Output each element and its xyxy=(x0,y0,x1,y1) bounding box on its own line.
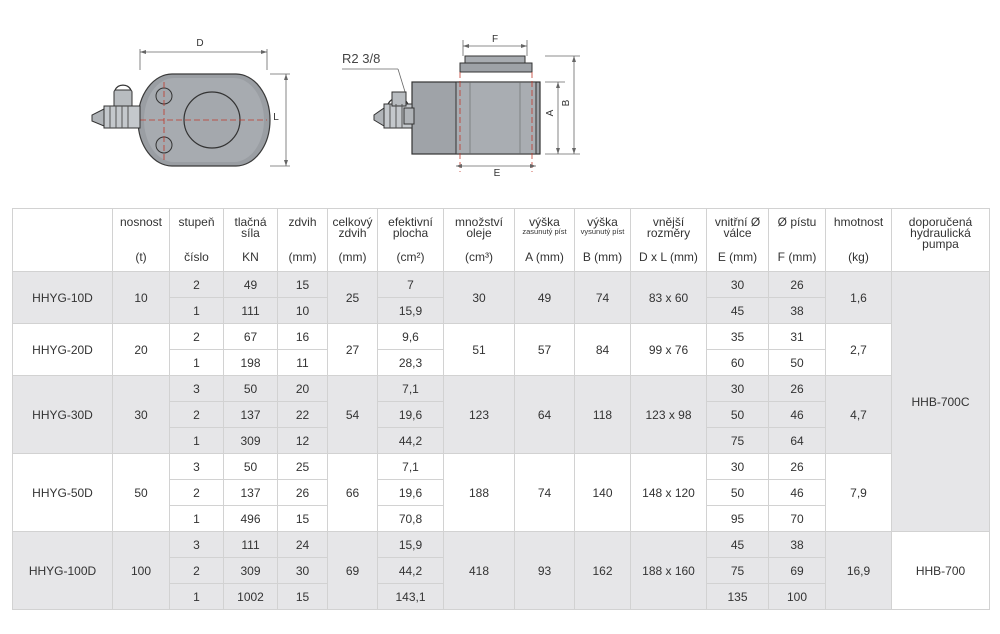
pistu-cell: 50 xyxy=(769,350,826,376)
stupen-cell: 2 xyxy=(170,324,224,350)
pistu-cell: 100 xyxy=(769,584,826,610)
valce-cell: 50 xyxy=(707,480,769,506)
vyska-b-cell: 162 xyxy=(575,532,631,610)
sila-cell: 309 xyxy=(224,558,278,584)
zdvih-cell: 25 xyxy=(278,454,328,480)
header-unit: B (mm) xyxy=(582,250,623,264)
nosnost-cell: 50 xyxy=(113,454,170,532)
valce-cell: 30 xyxy=(707,272,769,298)
valce-cell: 50 xyxy=(707,402,769,428)
technical-drawing xyxy=(0,0,1000,200)
stupen-cell: 3 xyxy=(170,376,224,402)
zdvih-cell: 15 xyxy=(278,506,328,532)
table-row xyxy=(13,454,990,480)
plocha-cell: 28,3 xyxy=(378,350,444,376)
hmotnost-cell: 4,7 xyxy=(826,376,892,454)
valce-cell: 75 xyxy=(707,558,769,584)
hmotnost-cell: 1,6 xyxy=(826,272,892,324)
sila-cell: 137 xyxy=(224,402,278,428)
pistu-cell: 38 xyxy=(769,298,826,324)
sila-cell: 111 xyxy=(224,532,278,558)
header-label: stupeň xyxy=(178,215,215,229)
pistu-cell: 26 xyxy=(769,376,826,402)
dim-e-label: E xyxy=(493,168,501,179)
pump-cell: HHB-700 xyxy=(892,532,990,610)
olej-cell: 51 xyxy=(444,324,515,376)
nosnost-cell: 20 xyxy=(113,324,170,376)
valce-cell: 35 xyxy=(707,324,769,350)
valce-cell: 30 xyxy=(707,376,769,402)
model-cell: HHYG-30D xyxy=(13,376,113,454)
table-body xyxy=(13,272,990,610)
header-hmotnost xyxy=(826,209,892,272)
top-view-drawing xyxy=(92,38,290,166)
pistu-cell: 26 xyxy=(769,454,826,480)
header-label: výška zasunutý píst xyxy=(522,215,567,236)
plocha-cell: 44,2 xyxy=(378,428,444,454)
hmotnost-cell: 2,7 xyxy=(826,324,892,376)
plocha-cell: 7 xyxy=(378,272,444,298)
header-pistu xyxy=(769,209,826,272)
header-label: vnější rozměry xyxy=(646,215,691,240)
rozmery-cell: 83 x 60 xyxy=(631,272,707,324)
header-plocha xyxy=(378,209,444,272)
zdvih-cell: 16 xyxy=(278,324,328,350)
thread-label: R2 3/8 xyxy=(342,51,381,66)
pistu-cell: 31 xyxy=(769,324,826,350)
pistu-cell: 26 xyxy=(769,272,826,298)
stupen-cell: 2 xyxy=(170,480,224,506)
vyska-b-cell: 74 xyxy=(575,272,631,324)
vyska-b-cell: 140 xyxy=(575,454,631,532)
header-olej xyxy=(444,209,515,272)
stupen-cell: 1 xyxy=(170,298,224,324)
valce-cell: 45 xyxy=(707,298,769,324)
header-label: vnitřní Ø válce xyxy=(714,215,761,240)
header-unit: D x L (mm) xyxy=(639,250,698,264)
model-cell: HHYG-100D xyxy=(13,532,113,610)
vyska-b-cell: 84 xyxy=(575,324,631,376)
plocha-cell: 70,8 xyxy=(378,506,444,532)
header-label: zdvih xyxy=(288,215,317,229)
valce-cell: 75 xyxy=(707,428,769,454)
plocha-cell: 7,1 xyxy=(378,376,444,402)
celkovy-zdvih-cell: 25 xyxy=(328,272,378,324)
header-row xyxy=(13,209,990,272)
header-celkovy xyxy=(328,209,378,272)
zdvih-cell: 30 xyxy=(278,558,328,584)
pistu-cell: 69 xyxy=(769,558,826,584)
rozmery-cell: 188 x 160 xyxy=(631,532,707,610)
zdvih-cell: 15 xyxy=(278,584,328,610)
plocha-cell: 15,9 xyxy=(378,532,444,558)
pump-cell: HHB-700C xyxy=(892,272,990,532)
sila-cell: 137 xyxy=(224,480,278,506)
vyska-b-cell: 118 xyxy=(575,376,631,454)
stupen-cell: 3 xyxy=(170,454,224,480)
zdvih-cell: 20 xyxy=(278,376,328,402)
vyska-a-cell: 49 xyxy=(515,272,575,324)
dim-f-label: F xyxy=(491,34,499,45)
stupen-cell: 1 xyxy=(170,350,224,376)
header-unit: (cm³) xyxy=(465,250,493,264)
table-row xyxy=(13,324,990,350)
header-unit: (t) xyxy=(135,250,147,264)
stupen-cell: 1 xyxy=(170,506,224,532)
model-cell: HHYG-50D xyxy=(13,454,113,532)
dim-d-label: D xyxy=(196,38,204,49)
header-sila xyxy=(224,209,278,272)
olej-cell: 30 xyxy=(444,272,515,324)
nosnost-cell: 100 xyxy=(113,532,170,610)
rozmery-cell: 123 x 98 xyxy=(631,376,707,454)
sila-cell: 309 xyxy=(224,428,278,454)
header-nosnost xyxy=(113,209,170,272)
header-label: doporučená hydraulická pumpa xyxy=(908,215,973,251)
header-valce xyxy=(707,209,769,272)
dim-l-label: L xyxy=(273,112,279,123)
plocha-cell: 44,2 xyxy=(378,558,444,584)
sila-cell: 50 xyxy=(224,454,278,480)
header-vyskaA xyxy=(515,209,575,272)
dim-b-label: B xyxy=(561,99,572,107)
model-cell: HHYG-10D xyxy=(13,272,113,324)
header-unit: číslo xyxy=(184,250,209,264)
model-cell: HHYG-20D xyxy=(13,324,113,376)
zdvih-cell: 10 xyxy=(278,298,328,324)
zdvih-cell: 11 xyxy=(278,350,328,376)
celkovy-zdvih-cell: 66 xyxy=(328,454,378,532)
zdvih-cell: 12 xyxy=(278,428,328,454)
hmotnost-cell: 16,9 xyxy=(826,532,892,610)
sila-cell: 49 xyxy=(224,272,278,298)
olej-cell: 418 xyxy=(444,532,515,610)
table-row xyxy=(13,376,990,402)
plocha-cell: 143,1 xyxy=(378,584,444,610)
zdvih-cell: 24 xyxy=(278,532,328,558)
header-zdvih xyxy=(278,209,328,272)
header-unit: F (mm) xyxy=(777,250,817,264)
vyska-a-cell: 64 xyxy=(515,376,575,454)
pistu-cell: 64 xyxy=(769,428,826,454)
header-label: efektivní plocha xyxy=(388,215,433,240)
plocha-cell: 9,6 xyxy=(378,324,444,350)
valce-cell: 30 xyxy=(707,454,769,480)
rozmery-cell: 99 x 76 xyxy=(631,324,707,376)
pistu-cell: 46 xyxy=(769,480,826,506)
header-unit: (kg) xyxy=(848,250,869,264)
plocha-cell: 19,6 xyxy=(378,402,444,428)
sila-cell: 67 xyxy=(224,324,278,350)
pistu-cell: 46 xyxy=(769,402,826,428)
vyska-a-cell: 93 xyxy=(515,532,575,610)
header-label: výška vysunutý píst xyxy=(580,215,625,236)
rozmery-cell: 148 x 120 xyxy=(631,454,707,532)
header-label: hmotnost xyxy=(833,215,884,229)
zdvih-cell: 22 xyxy=(278,402,328,428)
vyska-a-cell: 57 xyxy=(515,324,575,376)
header-unit: E (mm) xyxy=(717,250,758,264)
nosnost-cell: 30 xyxy=(113,376,170,454)
sila-cell: 50 xyxy=(224,376,278,402)
header-label: nosnost xyxy=(119,215,163,229)
header-unit: (mm) xyxy=(338,250,367,264)
header-model xyxy=(13,209,113,272)
header-pumpa xyxy=(892,209,990,272)
stupen-cell: 2 xyxy=(170,402,224,428)
table-row xyxy=(13,532,990,558)
stupen-cell: 2 xyxy=(170,558,224,584)
stupen-cell: 1 xyxy=(170,584,224,610)
plocha-cell: 19,6 xyxy=(378,480,444,506)
header-label: Ø pístu xyxy=(777,215,817,229)
pistu-cell: 38 xyxy=(769,532,826,558)
dim-a-label: A xyxy=(545,109,556,117)
sila-cell: 1002 xyxy=(224,584,278,610)
header-label: tlačná síla xyxy=(234,215,267,240)
spec-table xyxy=(12,208,990,610)
sila-cell: 198 xyxy=(224,350,278,376)
valce-cell: 135 xyxy=(707,584,769,610)
header-label: množství oleje xyxy=(454,215,503,240)
olej-cell: 188 xyxy=(444,454,515,532)
hmotnost-cell: 7,9 xyxy=(826,454,892,532)
sila-cell: 496 xyxy=(224,506,278,532)
header-unit: KN xyxy=(242,250,259,264)
plocha-cell: 7,1 xyxy=(378,454,444,480)
header-unit: (cm²) xyxy=(396,250,425,264)
side-view-drawing xyxy=(342,34,580,179)
zdvih-cell: 26 xyxy=(278,480,328,506)
plocha-cell: 15,9 xyxy=(378,298,444,324)
stupen-cell: 2 xyxy=(170,272,224,298)
olej-cell: 123 xyxy=(444,376,515,454)
header-vyskaB xyxy=(575,209,631,272)
nosnost-cell: 10 xyxy=(113,272,170,324)
stupen-cell: 1 xyxy=(170,428,224,454)
sila-cell: 111 xyxy=(224,298,278,324)
celkovy-zdvih-cell: 69 xyxy=(328,532,378,610)
zdvih-cell: 15 xyxy=(278,272,328,298)
pistu-cell: 70 xyxy=(769,506,826,532)
valce-cell: 45 xyxy=(707,532,769,558)
stupen-cell: 3 xyxy=(170,532,224,558)
header-stupen xyxy=(170,209,224,272)
valce-cell: 95 xyxy=(707,506,769,532)
valce-cell: 60 xyxy=(707,350,769,376)
header-rozmery xyxy=(631,209,707,272)
table-row xyxy=(13,272,990,298)
header-label: celkový zdvih xyxy=(332,215,373,240)
celkovy-zdvih-cell: 54 xyxy=(328,376,378,454)
celkovy-zdvih-cell: 27 xyxy=(328,324,378,376)
vyska-a-cell: 74 xyxy=(515,454,575,532)
header-unit: A (mm) xyxy=(525,250,564,264)
header-unit: (mm) xyxy=(288,250,317,264)
